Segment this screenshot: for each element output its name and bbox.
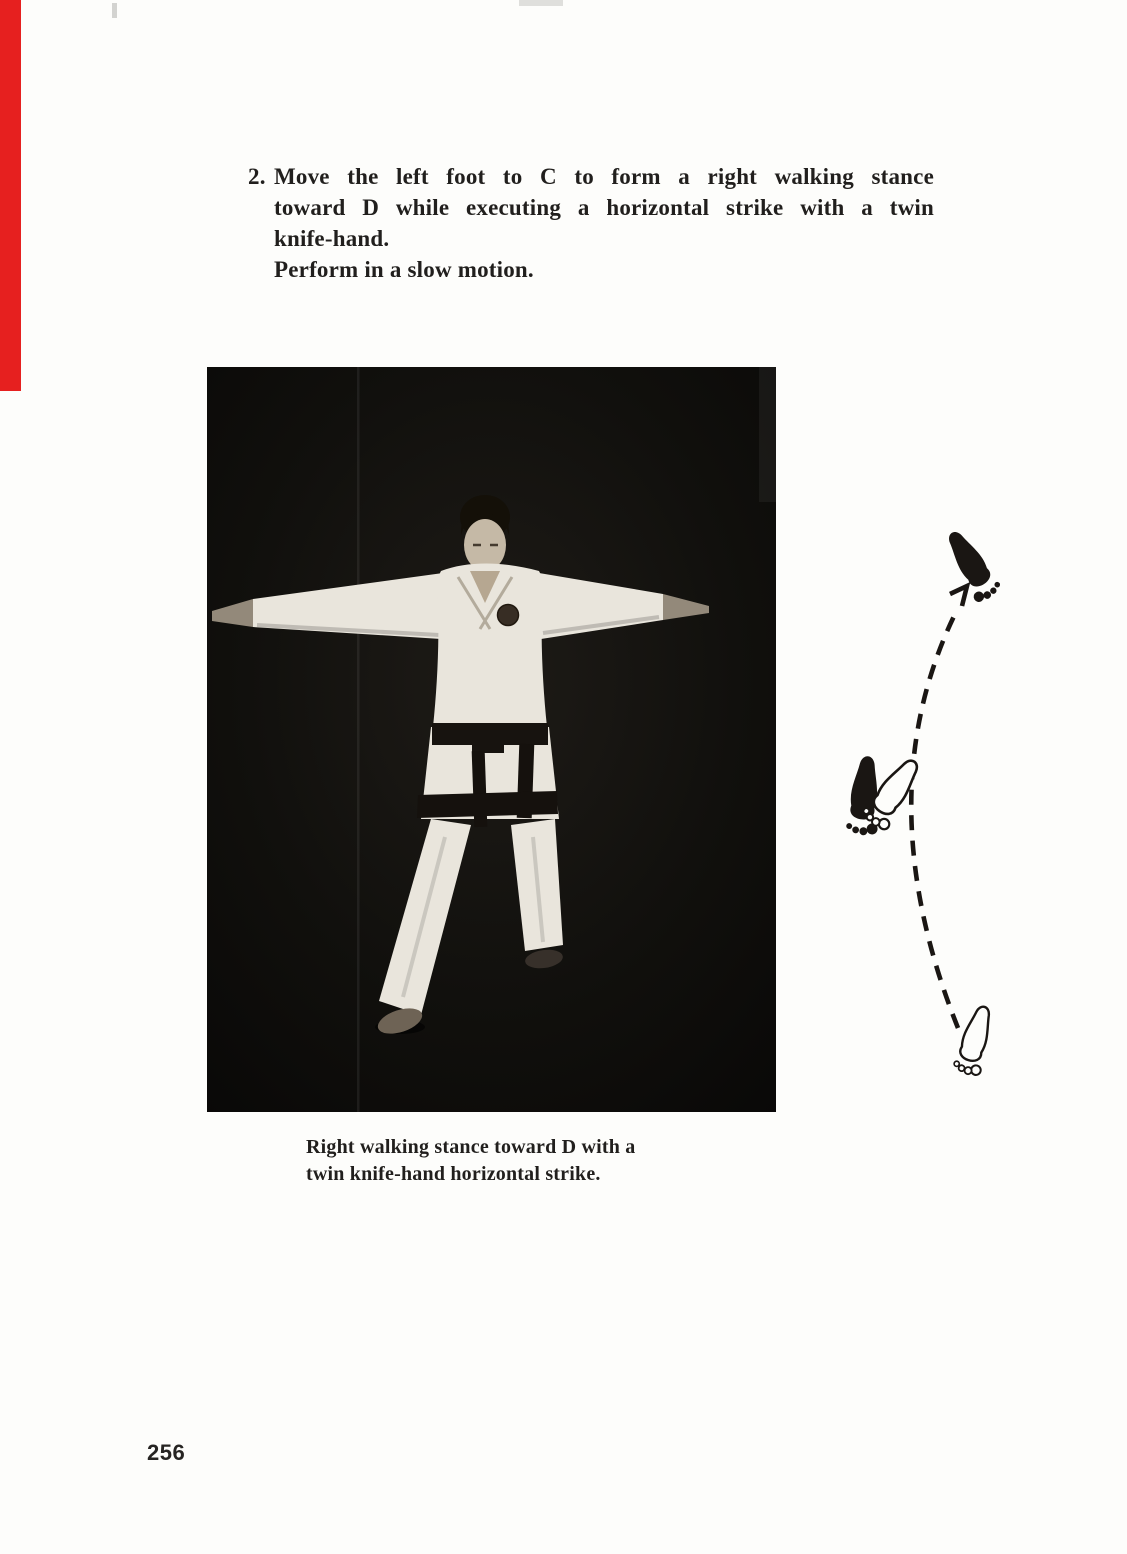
footprint-destination: [938, 526, 1003, 606]
photo-illustration: [207, 367, 776, 1112]
belt-knot: [472, 733, 504, 753]
movement-path: [911, 610, 958, 1028]
jacket-hem-trim: [417, 791, 558, 818]
scan-line: [357, 367, 360, 1112]
instruction-text: [274, 161, 934, 285]
instruction-line: Move the left foot to C to form a right walking stance: [274, 164, 934, 189]
arrowhead: [950, 586, 967, 606]
caption-line: twin knife-hand horizontal strike.: [306, 1163, 601, 1185]
photo-caption: [306, 1134, 706, 1188]
instruction-block: [248, 161, 934, 285]
caption-line: Right walking stance toward D with a: [306, 1136, 636, 1158]
instruction-line: knife-hand.: [274, 226, 390, 251]
scan-artifact: [112, 3, 117, 18]
face: [464, 519, 506, 571]
photo-walking-stance: [207, 367, 776, 1112]
footprint-origin: [952, 1003, 999, 1077]
scan-artifact: [519, 0, 563, 6]
page-number: 256: [147, 1440, 186, 1465]
instruction-line: toward D while executing a horizontal strike with a twin: [274, 195, 934, 220]
instruction-number: 2.: [248, 164, 266, 189]
foot-movement-diagram: [825, 495, 1030, 1090]
chest-badge: [498, 605, 519, 626]
red-page-edge-mark: [0, 0, 21, 391]
instruction-line: Perform in a slow motion.: [274, 257, 534, 282]
edge-light: [759, 367, 776, 502]
